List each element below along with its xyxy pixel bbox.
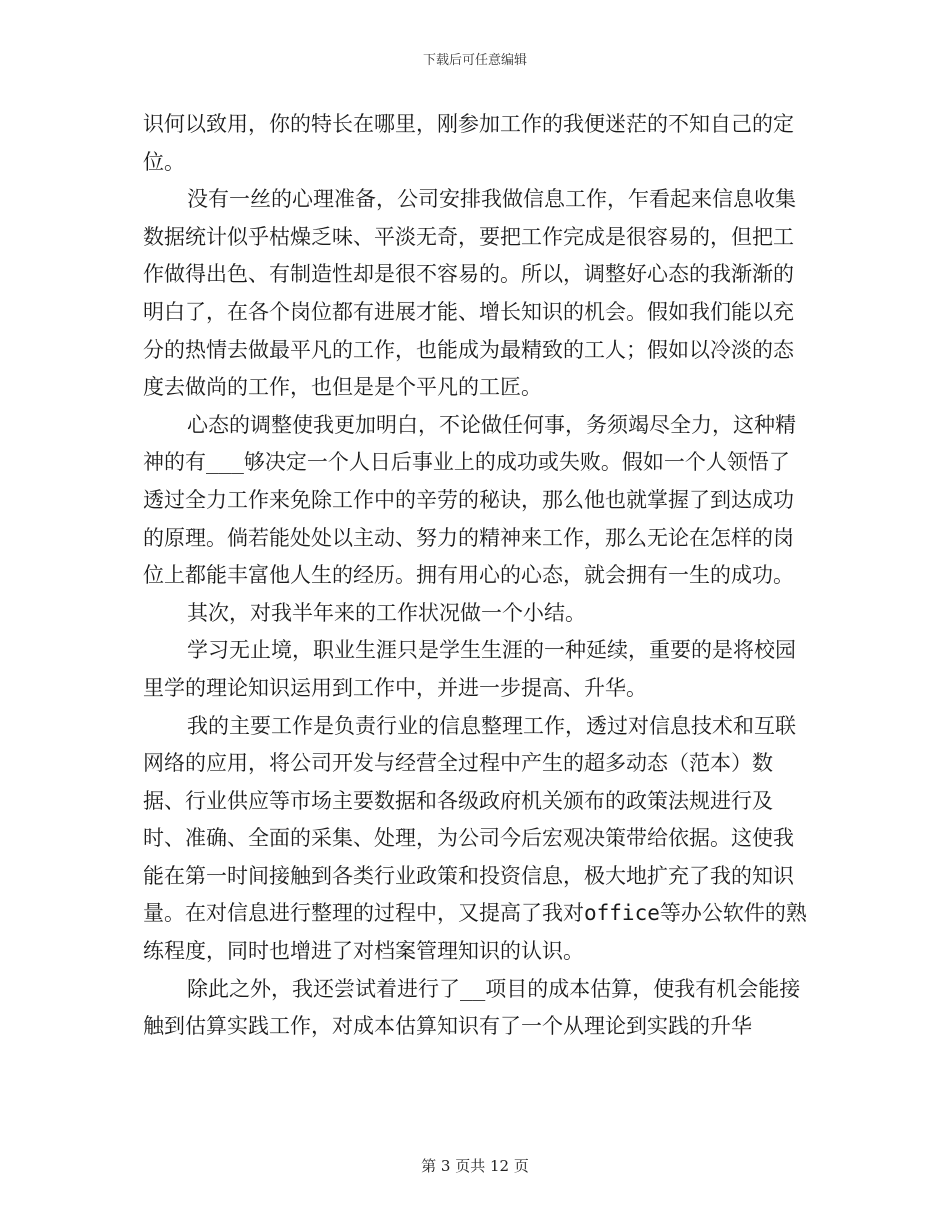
paragraph-4: 其次，对我半年来的工作状况做一个小结。 [187,600,586,625]
document-body [143,106,807,1046]
paragraph-1: 识何以致用，你的特长在哪里，刚参加工作的我便迷茫的不知自己的定位。 [143,112,794,174]
paragraph-5: 学习无止境，职业生涯只是学生生涯的一种延续，重要的是将校园里学的理论知识运用到工作中，并进一步提高、升华。 [143,638,796,700]
paragraph-2: 没有一丝的心理准备，公司安排我做信息工作，乍看起来信息收集数据统计似乎枯燥乏味、平淡无奇，要把工作完成是很容易的，但把工作做得出色、有制造性却是很不容易的。所以，调整好心态的我渐渐的明白了，在各个岗位都有进展才能、增长知识的机会。假如我们能以充分的热情去做最平凡的工作，也能成为最精致的工人；假如以冷淡的态度去做尚的工作，也但是是个平凡的工匠。 [143,187,796,400]
paragraph-3: 心态的调整使我更加明白，不论做任何事，务须竭尽全力，这种精神的有___够决定一个人日后事业上的成功或失败。假如一个人领悟了透过全力工作来免除工作中的辛劳的秘诀，那么他也就掌握了到达成功的原理。倘若能处处以主动、努力的精神来工作，那么无论在怎样的岗位上都能丰富他人生的经历。拥有用心的心态，就会拥有一生的成功。 [143,412,796,588]
page-footer-number: 第 3 页共 12 页 [421,1157,529,1175]
paragraph-6: 我的主要工作是负责行业的信息整理工作，透过对信息技术和互联网络的应用，将公司开发与经营全过程中产生的超多动态（范本）数据、行业供应等市场主要数据和各级政府机关颁布的政策法规进行及时、准确、全面的采集、处理，为公司今后宏观决策带给依据。这使我能在第一时间接触到各类行业政策和投资信息，极大地扩充了我的知识量。在对信息进行整理的过程中，又提高了我对office等办公软件的熟练程度，同时也增进了对档案管理知识的认识。 [143,713,807,964]
paragraph-7: 除此之外，我还尝试着进行了__项目的成本估算，使我有机会能接触到估算实践工作，对成本估算知识有了一个从理论到实践的升华 [143,976,801,1039]
page-header-note: 下载后可任意编辑 [422,53,527,68]
